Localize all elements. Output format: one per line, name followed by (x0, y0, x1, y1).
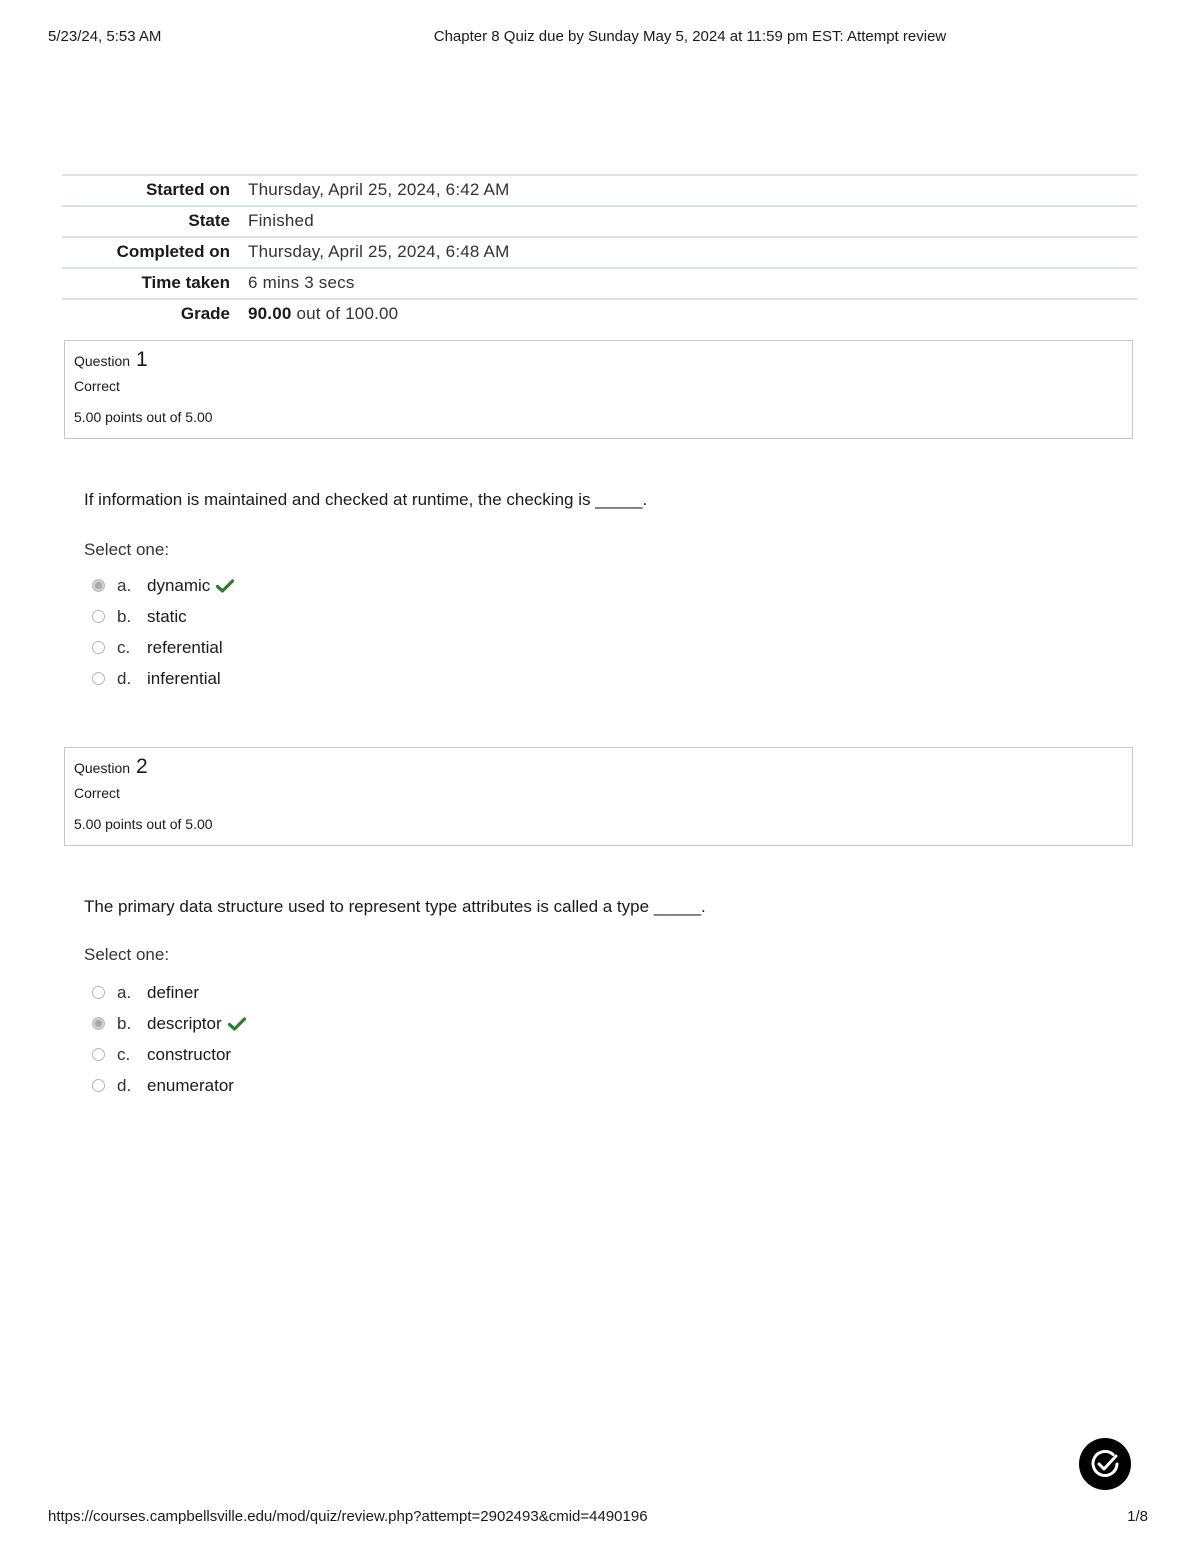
answer-option-d[interactable] (92, 1070, 246, 1101)
answer-option-b[interactable] (92, 601, 234, 632)
started-label: Started on (145, 180, 230, 199)
answer-letter: c. (117, 637, 131, 657)
radio-selected-icon[interactable] (92, 1017, 105, 1030)
answer-option-a[interactable] (92, 570, 234, 601)
answer-letter: a. (117, 982, 132, 1002)
radio-icon[interactable] (92, 986, 105, 999)
grade-score: 90.00 (248, 304, 292, 323)
answer-letter: d. (117, 668, 132, 688)
completed-value: Thursday, April 25, 2024, 6:48 AM (248, 242, 510, 261)
summary-row-time (62, 268, 1137, 299)
grade-value (248, 299, 1137, 329)
started-value: Thursday, April 25, 2024, 6:42 AM (248, 180, 510, 199)
select-prompt: Select one: (84, 945, 170, 964)
print-page-title: Chapter 8 Quiz due by Sunday May 5, 2024 at 11:59 pm EST: Attempt review (433, 28, 947, 45)
question-grade: 5.00 points out of 5.00 (74, 816, 213, 832)
question-number: 1 (135, 348, 148, 371)
answer-text: inferential (147, 668, 221, 688)
time-taken-label: Time taken (141, 273, 230, 292)
radio-icon[interactable] (92, 1048, 105, 1061)
summary-row-started (62, 175, 1137, 206)
radio-icon[interactable] (92, 641, 105, 654)
answer-option-d[interactable] (92, 663, 234, 694)
answer-list (92, 977, 246, 1101)
answer-text: definer (147, 982, 199, 1002)
answer-letter: d. (117, 1075, 132, 1095)
attempt-summary-table (62, 174, 1137, 329)
print-url: https://courses.campbellsville.edu/mod/quiz/review.php?attempt=2902493&cmid=4490196 (48, 1508, 648, 1525)
question-number: 2 (135, 755, 148, 778)
question-label: Question (74, 760, 131, 776)
answer-text: constructor (147, 1044, 232, 1064)
question-grade: 5.00 points out of 5.00 (74, 409, 213, 425)
answer-text: static (147, 606, 187, 626)
grade-suffix: out of 100.00 (296, 304, 399, 323)
answer-letter: a. (117, 575, 132, 595)
print-page-number: 1/8 (1127, 1508, 1148, 1525)
state-value: Finished (248, 211, 314, 230)
print-date: 5/23/24, 5:53 AM (48, 28, 162, 45)
answer-option-c[interactable] (92, 1039, 246, 1070)
question-state: Correct (74, 378, 120, 394)
time-taken-value: 6 mins 3 secs (248, 273, 355, 292)
answer-text: dynamic (147, 575, 211, 595)
answer-option-b[interactable] (92, 1008, 246, 1039)
answer-text: enumerator (147, 1075, 234, 1095)
summary-row-completed (62, 237, 1137, 268)
check-circle-button[interactable] (1079, 1438, 1131, 1490)
summary-row-state (62, 206, 1137, 237)
question-number-row (74, 754, 1123, 780)
answer-text: descriptor (147, 1013, 222, 1033)
answer-list (92, 570, 234, 694)
answer-option-a[interactable] (92, 977, 246, 1008)
question-info-box (64, 340, 1133, 439)
radio-icon[interactable] (92, 672, 105, 685)
answer-text: referential (147, 637, 223, 657)
correct-check-icon (216, 579, 234, 593)
question-state: Correct (74, 785, 120, 801)
summary-row-grade (62, 299, 1137, 329)
answer-letter: b. (117, 1013, 132, 1033)
question-label: Question (74, 353, 131, 369)
correct-check-icon (228, 1017, 246, 1031)
radio-icon[interactable] (92, 1079, 105, 1092)
question-text: If information is maintained and checked at runtime, the checking is _____. (84, 490, 648, 509)
state-label: State (188, 211, 230, 230)
question-info-box (64, 747, 1133, 846)
question-text: The primary data structure used to represent type attributes is called a type _____. (84, 897, 706, 916)
grade-label: Grade (180, 304, 230, 323)
question-number-row (74, 347, 1123, 373)
answer-letter: b. (117, 606, 132, 626)
answer-option-c[interactable] (92, 632, 234, 663)
radio-selected-icon[interactable] (92, 579, 105, 592)
answer-letter: c. (117, 1044, 131, 1064)
radio-icon[interactable] (92, 610, 105, 623)
check-circle-icon (1088, 1447, 1122, 1481)
select-prompt: Select one: (84, 540, 170, 559)
completed-label: Completed on (116, 242, 230, 261)
